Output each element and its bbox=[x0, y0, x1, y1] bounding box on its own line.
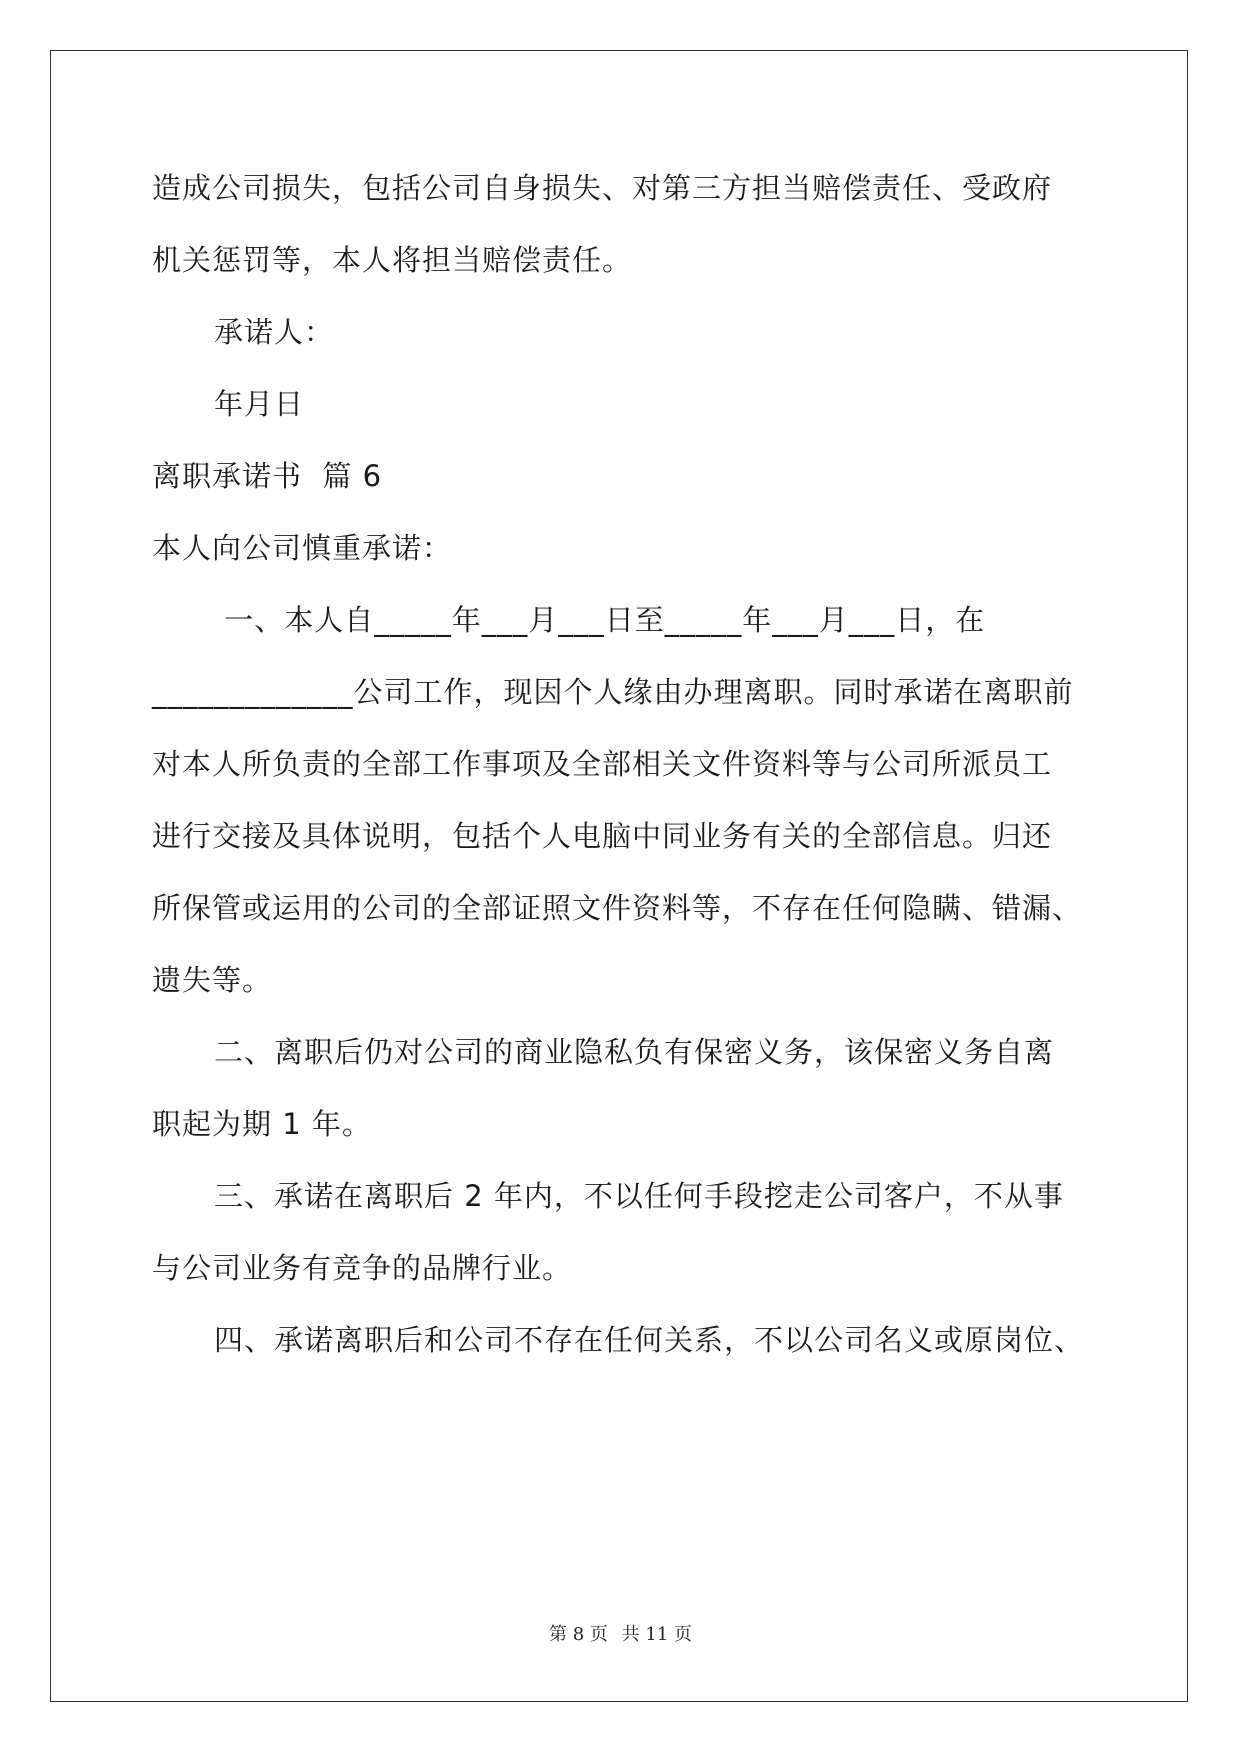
page-total: 共 11 页 bbox=[621, 1624, 692, 1645]
date-label: 年月日 bbox=[214, 387, 305, 421]
body-text-line: 遗失等。 bbox=[152, 963, 273, 997]
body-text-line: 机关惩罚等，本人将担当赔偿责任。 bbox=[152, 243, 633, 277]
body-text-line: 职起为期 1 年。 bbox=[152, 1107, 372, 1141]
body-text-line: 所保管或运用的公司的全部证照文件资料等，不存在任何隐瞒、错漏、 bbox=[152, 891, 1083, 925]
page-border bbox=[50, 50, 1188, 1702]
body-text-line: 进行交接及具体说明，包括个人电脑中同业务有关的全部信息。归还 bbox=[152, 819, 1053, 853]
body-text-line: 四、承诺离职后和公司不存在任何关系，不以公司名义或原岗位、 bbox=[214, 1323, 1085, 1357]
body-text-line: 本人向公司慎重承诺： bbox=[152, 531, 453, 565]
body-text-line: _____________公司工作，现因个人缘由办理离职。同时承诺在离职前 bbox=[152, 675, 1074, 709]
body-text-line: 二、离职后仍对公司的商业隐私负有保密义务，该保密义务自离 bbox=[214, 1035, 1055, 1069]
body-text-line: 与公司业务有竞争的品牌行业。 bbox=[152, 1251, 573, 1285]
body-text-line: 一、本人自_____年___月___日至_____年___月___日，在 bbox=[214, 603, 986, 637]
section-heading: 离职承诺书 篇 6 bbox=[152, 459, 383, 493]
page-number: 第 8 页 bbox=[549, 1624, 608, 1645]
body-text-line: 对本人所负责的全部工作事项及全部相关文件资料等与公司所派员工 bbox=[152, 747, 1053, 781]
signer-label: 承诺人： bbox=[214, 315, 335, 349]
page-footer bbox=[0, 1623, 1241, 1647]
body-text-line: 三、承诺在离职后 2 年内，不以任何手段挖走公司客户，不从事 bbox=[214, 1179, 1064, 1213]
body-text-line: 造成公司损失，包括公司自身损失、对第三方担当赔偿责任、受政府 bbox=[152, 171, 1053, 205]
